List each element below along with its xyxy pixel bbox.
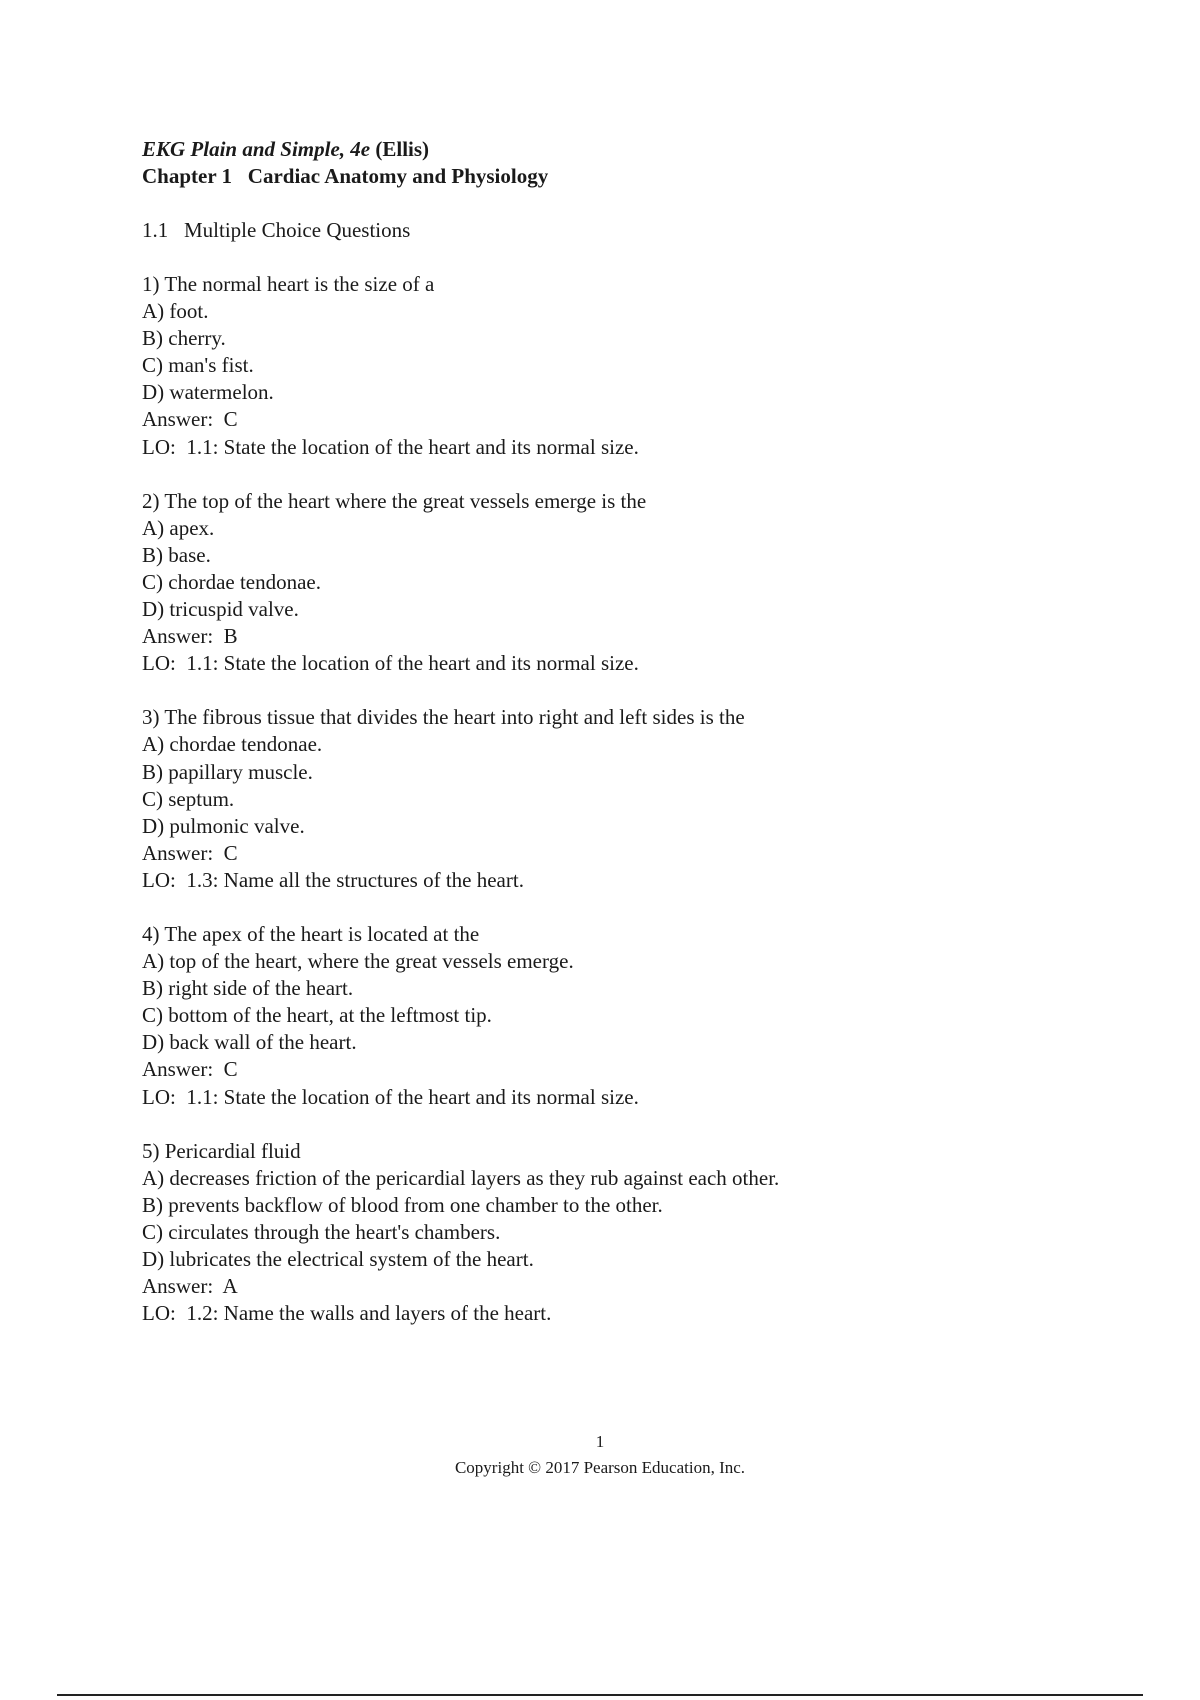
option-b: B) cherry. bbox=[142, 326, 226, 351]
question-stem: 2) The top of the heart where the great vessels emerge is the bbox=[142, 488, 647, 513]
question-block bbox=[142, 1138, 1142, 1328]
question-stem: 4) The apex of the heart is located at the bbox=[142, 921, 480, 946]
option-d: D) watermelon. bbox=[142, 380, 274, 405]
bottom-divider bbox=[57, 1694, 1143, 1696]
question-block bbox=[142, 488, 1142, 678]
book-heading bbox=[142, 136, 1142, 163]
copyright-notice: Copyright © 2017 Pearson Education, Inc. bbox=[454, 1458, 746, 1477]
answer-line: Answer: C bbox=[142, 407, 238, 432]
learning-objective: LO: 1.1: State the location of the heart and its normal size. bbox=[142, 434, 639, 459]
option-d: D) tricuspid valve. bbox=[142, 597, 299, 622]
learning-objective: LO: 1.1: State the location of the heart and its normal size. bbox=[142, 651, 639, 676]
answer-line: Answer: C bbox=[142, 1057, 238, 1082]
option-d: D) pulmonic valve. bbox=[142, 813, 305, 838]
question-block bbox=[142, 921, 1142, 1111]
option-b: B) papillary muscle. bbox=[142, 759, 313, 784]
question-stem: 3) The fibrous tissue that divides the heart into right and left sides is the bbox=[142, 705, 745, 730]
option-c: C) chordae tendonae. bbox=[142, 569, 322, 594]
option-a: A) foot. bbox=[142, 299, 209, 324]
question-stem: 5) Pericardial fluid bbox=[142, 1138, 301, 1163]
option-d: D) lubricates the electrical system of the heart. bbox=[142, 1247, 534, 1271]
option-c: C) man's fist. bbox=[142, 353, 254, 378]
learning-objective: LO: 1.2: Name the walls and layers of the heart. bbox=[142, 1301, 552, 1326]
option-a: A) top of the heart, where the great vessels emerge. bbox=[142, 949, 574, 974]
option-c: C) bottom of the heart, at the leftmost tip. bbox=[142, 1003, 492, 1028]
option-c: C) septum. bbox=[142, 786, 235, 811]
question-block bbox=[142, 704, 1142, 894]
option-a: A) decreases friction of the pericardial layers as they rub against each other. bbox=[142, 1165, 780, 1190]
page-content bbox=[142, 136, 1142, 1327]
question-block bbox=[142, 271, 1142, 461]
option-c: C) circulates through the heart's chambers. bbox=[142, 1219, 501, 1244]
answer-line: Answer: B bbox=[142, 624, 238, 649]
chapter-title: Chapter 1 Cardiac Anatomy and Physiology bbox=[142, 164, 549, 188]
answer-line: Answer: A bbox=[142, 1274, 238, 1299]
page-number: 1 bbox=[595, 1432, 605, 1451]
option-d: D) back wall of the heart. bbox=[142, 1030, 357, 1055]
learning-objective: LO: 1.1: State the location of the heart and its normal size. bbox=[142, 1084, 639, 1109]
option-b: B) right side of the heart. bbox=[142, 976, 354, 1001]
learning-objective: LO: 1.3: Name all the structures of the heart. bbox=[142, 867, 524, 892]
question-stem: 1) The normal heart is the size of a bbox=[142, 272, 435, 296]
option-b: B) base. bbox=[142, 542, 211, 567]
option-a: A) apex. bbox=[142, 515, 215, 540]
book-author: (Ellis) bbox=[375, 137, 430, 161]
option-b: B) prevents backflow of blood from one chamber to the other. bbox=[142, 1192, 663, 1217]
option-a: A) chordae tendonae. bbox=[142, 732, 323, 757]
section-heading: 1.1 Multiple Choice Questions bbox=[142, 218, 411, 242]
answer-line: Answer: C bbox=[142, 840, 238, 865]
book-title: EKG Plain and Simple, 4e bbox=[142, 137, 371, 161]
